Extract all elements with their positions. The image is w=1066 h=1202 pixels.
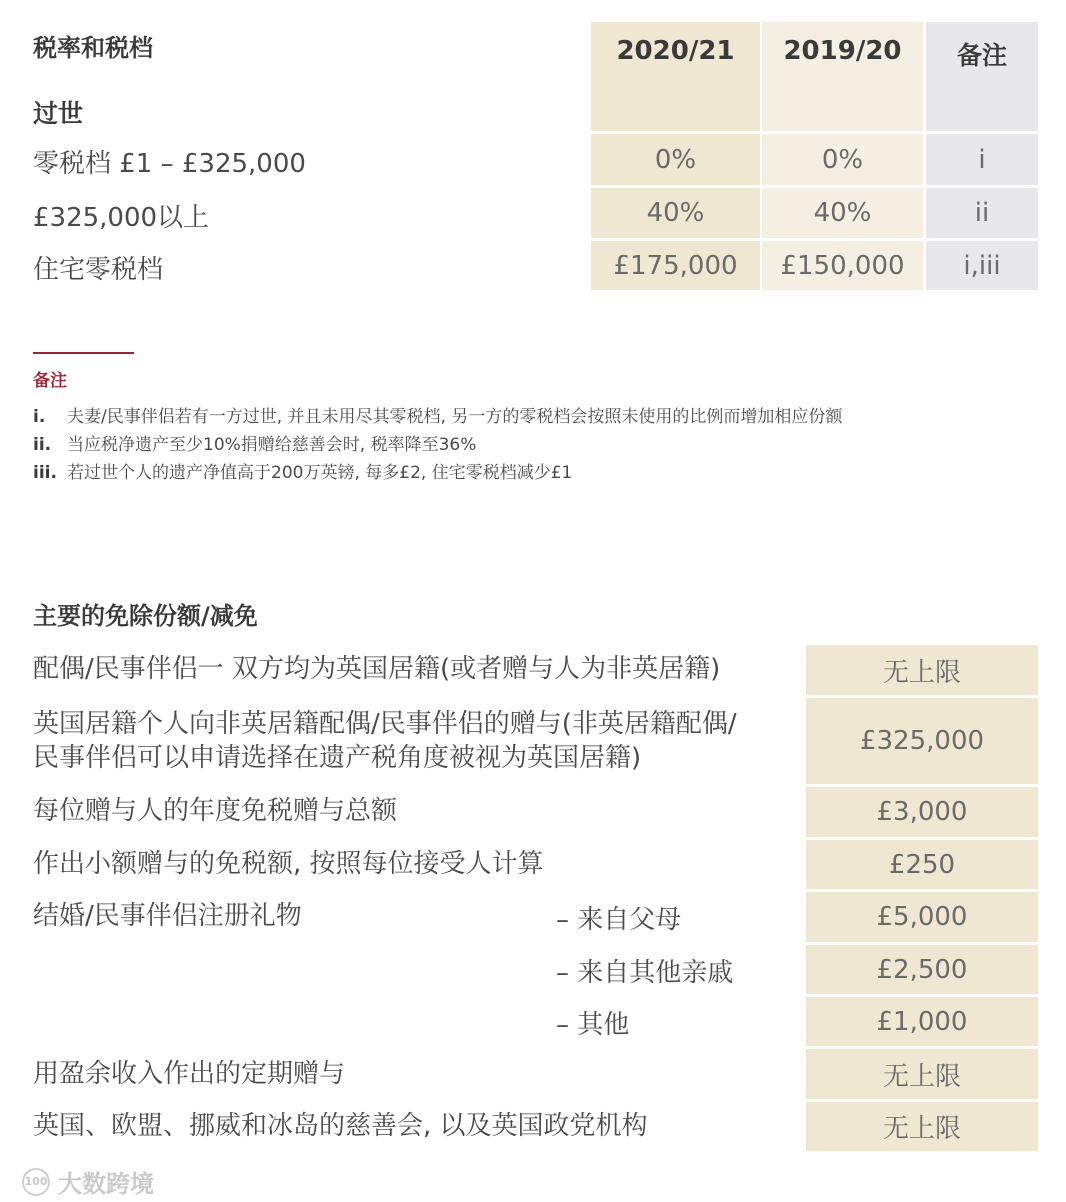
exemption-label: 用盈余收入作出的定期赠与 — [33, 1059, 346, 1089]
rate-row-label: 零税档 £1 – £325,000 — [33, 149, 306, 179]
watermark-text: 大数跨境 — [58, 1170, 154, 1198]
watermark — [22, 1164, 154, 1199]
header-2019-20: 2019/20 — [762, 22, 923, 131]
note-number: i. — [33, 407, 46, 427]
exemption-sublabel: – 来自其他亲戚 — [556, 958, 734, 988]
note-text: 若过世个人的遗产净值高于200万英镑, 每多£2, 住宅零税档减少£1 — [67, 463, 573, 483]
rate-cell-2019-20: 0% — [762, 134, 923, 185]
exemption-value: £1,000 — [806, 997, 1038, 1046]
note-item — [33, 458, 572, 483]
exemption-label: 英国、欧盟、挪威和冰岛的慈善会, 以及英国政党机构 — [33, 1111, 648, 1141]
rate-cell-note: i,iii — [926, 241, 1038, 290]
note-number: ii. — [33, 435, 52, 455]
exemption-value: 无上限 — [806, 645, 1038, 695]
exemption-label: 每位赠与人的年度免税赠与总额 — [33, 796, 398, 826]
note-item — [33, 402, 842, 427]
rate-cell-2020-21: £175,000 — [591, 241, 760, 290]
rates-title: 税率和税档 — [33, 34, 153, 62]
exemption-value: £325,000 — [806, 698, 1038, 784]
note-item — [33, 430, 476, 455]
exemption-sublabel: – 来自父母 — [556, 905, 682, 935]
rate-cell-2019-20: 40% — [762, 188, 923, 238]
note-text: 夫妻/民事伴侣若有一方过世, 并且未用尽其零税档, 另一方的零税档会按照未使用的比例而增加相应份额 — [67, 407, 843, 427]
rate-row-label: 住宅零税档 — [33, 255, 164, 285]
rate-cell-2020-21: 40% — [591, 188, 760, 238]
rate-cell-2020-21: 0% — [591, 134, 760, 185]
exemptions-title: 主要的免除份额/减免 — [33, 602, 258, 630]
exemption-sublabel: – 其他 — [556, 1010, 630, 1040]
rate-cell-2019-20: £150,000 — [762, 241, 923, 290]
header-2020-21: 2020/21 — [591, 22, 760, 131]
notes-title: 备注 — [33, 371, 67, 391]
rate-cell-note: ii — [926, 188, 1038, 238]
exemption-value: £250 — [806, 840, 1038, 889]
note-number: iii. — [33, 463, 57, 483]
exemption-label: 英国居籍个人向非英居籍配偶/民事伴侣的赠与(非英居籍配偶/ — [33, 709, 737, 739]
exemption-label: 作出小额赠与的免税额, 按照每位接受人计算 — [33, 849, 544, 879]
notes-divider — [33, 352, 134, 354]
rate-row-label: £325,000以上 — [33, 203, 210, 233]
exemption-value: 无上限 — [806, 1102, 1038, 1151]
watermark-logo-icon: 100 — [22, 1168, 50, 1196]
exemption-value: £2,500 — [806, 945, 1038, 994]
rate-cell-note: i — [926, 134, 1038, 185]
exemption-label: 结婚/民事伴侣注册礼物 — [33, 901, 302, 931]
exemption-value: £5,000 — [806, 892, 1038, 942]
exemption-value: 无上限 — [806, 1049, 1038, 1099]
note-text: 当应税净遗产至少10%捐赠给慈善会时, 税率降至36% — [67, 435, 477, 455]
rates-section-label: 过世 — [33, 99, 84, 128]
exemption-label-continued: 民事伴侣可以申请选择在遗产税角度被视为英国居籍) — [33, 743, 642, 773]
exemption-value: £3,000 — [806, 787, 1038, 837]
exemption-label: 配偶/民事伴侣一 双方均为英国居籍(或者赠与人为非英居籍) — [33, 654, 721, 684]
header-notes: 备注 — [926, 22, 1038, 131]
